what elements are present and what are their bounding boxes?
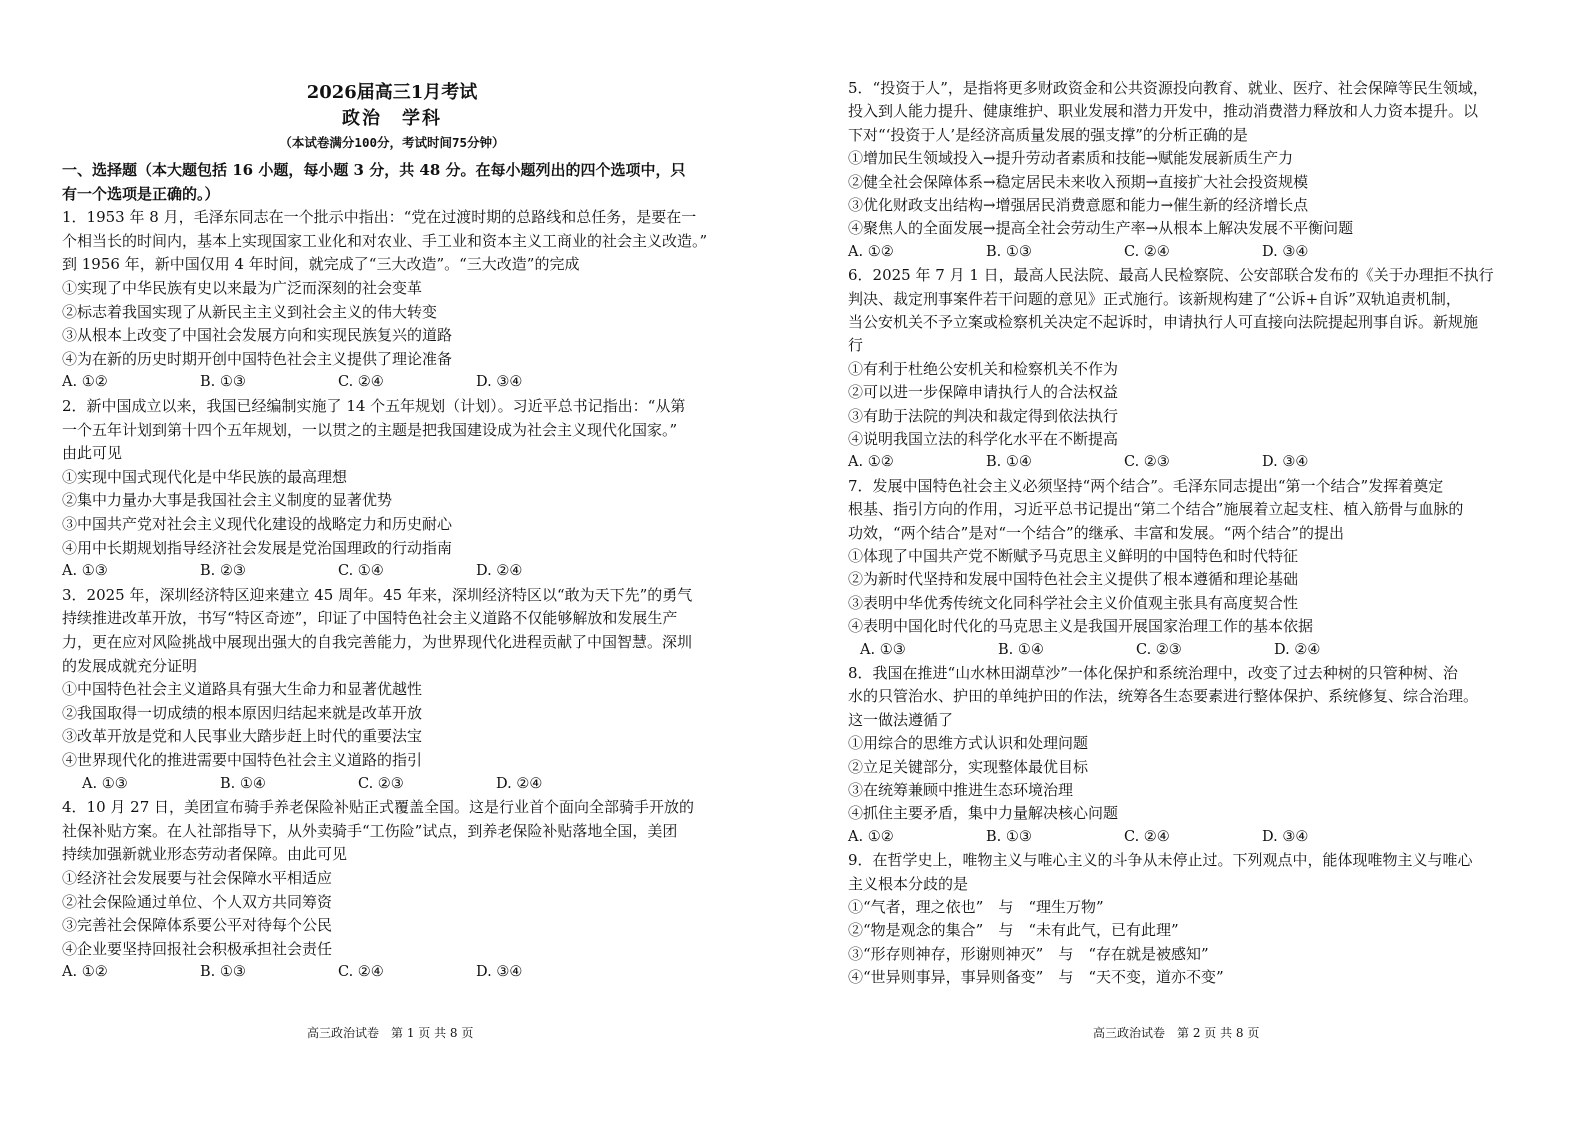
text-line: 个相当长的时间内，基本上实现国家工业化和对农业、手工业和资本主义工商业的社会主义改造。” xyxy=(62,231,708,250)
statement-item: ②可以进一步保障申请执行人的合法权益 xyxy=(848,383,1119,402)
question-stem: 6．2025 年 7 月 1 日，最高人民法院、最高人民检察院、公安部联合发布的《关于办理拒不执行 xyxy=(848,266,1494,285)
answer-option: A. ①② xyxy=(848,828,894,845)
statement-item: ①经济社会发展要与社会保障水平相适应 xyxy=(62,869,333,887)
statement-item: ①有利于杜绝公安机关和检察机关不作为 xyxy=(848,359,1119,378)
answer-option: B. ①③ xyxy=(986,828,1032,845)
statement-item: ②健全社会保障体系→稳定居民未来收入预期→直接扩大社会投资规模 xyxy=(848,172,1309,191)
answer-options xyxy=(860,640,1412,660)
statement-item: ②“物是观念的集合” 与 “未有此气，已有此理” xyxy=(848,921,1179,940)
answer-option: A. ①② xyxy=(848,243,894,260)
statement-item: ②集中力量办大事是我国社会主义制度的显著优势 xyxy=(62,491,393,510)
answer-option: D. ③④ xyxy=(1262,454,1309,471)
answer-option: C. ②④ xyxy=(1124,828,1170,845)
answer-option: D. ③④ xyxy=(476,964,523,981)
statement-item: ③中国共产党对社会主义现代化建设的战略定力和历史耐心 xyxy=(62,515,453,533)
question-stem: 8．我国在推进“山水林田湖草沙”一体化保护和系统治理中，改变了过去种树的只管种树、治 xyxy=(848,664,1458,682)
answer-options xyxy=(848,242,1400,262)
statement-item: ④为在新的历史时期开创中国特色社会主义提供了理论准备 xyxy=(62,349,453,368)
statement-item: ④企业要坚持回报社会积极承担社会责任 xyxy=(62,939,333,958)
answer-option: B. ①③ xyxy=(986,243,1032,260)
statement-item: ③改革开放是党和人民事业大踏步赶上时代的重要法宝 xyxy=(62,727,423,746)
answer-option: C. ①④ xyxy=(338,563,384,580)
statement-item: ③有助于法院的判决和裁定得到依法执行 xyxy=(848,406,1119,425)
statement-item: ①体现了中国共产党不断赋予马克思主义鲜明的中国特色和时代特征 xyxy=(848,547,1299,565)
statement-item: ②标志着我国实现了从新民主主义到社会主义的伟大转变 xyxy=(62,302,438,321)
text-line: 根基、指引方向的作用，习近平总书记提出“第二个结合”施展着立起支柱、植入筋骨与血脉的 xyxy=(848,500,1464,519)
answer-option: A. ①② xyxy=(62,374,108,391)
answer-option: A. ①③ xyxy=(82,775,128,792)
text-line: 持续加强新就业形态劳动者保障。由此可见 xyxy=(62,845,348,864)
answer-option: D. ③④ xyxy=(1262,828,1309,845)
text-line: 主义根本分歧的是 xyxy=(848,874,969,893)
question-stem: 7．发展中国特色社会主义必须坚持“两个结合”。毛泽东同志提出“第一个结合”发挥着奠定 xyxy=(848,476,1444,495)
statement-item: ②立足关键部分，实现整体最优目标 xyxy=(848,757,1089,776)
statement-item: ③在统筹兼顾中推进生态环境治理 xyxy=(848,781,1074,799)
answer-option: C. ②③ xyxy=(1124,454,1170,471)
exam-subject: 政治 学科 xyxy=(342,108,442,129)
text-line: 这一做法遵循了 xyxy=(848,710,954,729)
statement-item: ③优化财政支出结构→增强居民消费意愿和能力→催生新的经济增长点 xyxy=(848,196,1309,214)
text-line: 的发展成就充分证明 xyxy=(62,656,198,675)
text-line: 到 1956 年，新中国仅用 4 年时间，就完成了“三大改造”。“三大改造”的完成 xyxy=(62,255,580,274)
statement-item: ②为新时代坚持和发展中国特色社会主义提供了根本遵循和理论基础 xyxy=(848,570,1299,589)
answer-options xyxy=(62,372,614,392)
text-line: 力，更在应对风险挑战中展现出强大的自我完善能力，为世界现代化进程贡献了中国智慧。深圳 xyxy=(62,633,693,651)
answer-option: C. ②④ xyxy=(1124,243,1170,260)
statement-item: ④“世异则事异，事异则备变” 与 “天不变，道亦不变” xyxy=(848,968,1224,987)
text-line: 投入到人能力提升、健康维护、职业发展和潜力开发中，推动消费潜力释放和人力资本提升。以 xyxy=(848,102,1479,121)
answer-option: A. ①② xyxy=(62,964,108,981)
answer-option: D. ②④ xyxy=(1274,641,1321,658)
text-line: 行 xyxy=(848,336,864,355)
statement-item: ①增加民生领域投入→提升劳动者素质和技能→赋能发展新质生产力 xyxy=(848,149,1294,168)
text-line: 当公安机关不予立案或检察机关决定不起诉时，申请执行人可直接向法院提起刑事自诉。新规施 xyxy=(848,313,1479,331)
text-line: 水的只管治水、护田的单纯护田的作法，统筹各生态要素进行整体保护、系统修复、综合治理。 xyxy=(848,687,1479,706)
answer-option: B. ①④ xyxy=(220,775,266,792)
text-line: 下对“‘投资于人’是经济高质量发展的强支撑”的分析正确的是 xyxy=(848,125,1248,144)
answer-options xyxy=(848,827,1400,847)
answer-option: C. ②④ xyxy=(338,964,384,981)
statement-item: ③从根本上改变了中国社会发展方向和实现民族复兴的道路 xyxy=(62,326,453,345)
statement-item: ④说明我国立法的科学化水平在不断提高 xyxy=(848,430,1119,448)
text-line: 功效，“两个结合”是对“一个结合”的继承、丰富和发展。“两个结合”的提出 xyxy=(848,523,1345,542)
statement-item: ④世界现代化的推进需要中国特色社会主义道路的指引 xyxy=(62,751,423,769)
question-stem: 3．2025 年，深圳经济特区迎来建立 45 周年。45 年来，深圳经济特区以“敢为天下先”的勇气 xyxy=(62,585,693,604)
statement-item: ④聚焦人的全面发展→提高全社会劳动生产率→从根本上解决发展不平衡问题 xyxy=(848,219,1354,238)
answer-options xyxy=(62,561,614,581)
answer-option: A. ①③ xyxy=(62,563,108,580)
statement-item: ①“气者，理之依也” 与 “理生万物” xyxy=(848,898,1104,916)
question-stem: 9．在哲学史上，唯物主义与唯心主义的斗争从未停止过。下列观点中，能体现唯物主义与唯心 xyxy=(848,851,1473,870)
answer-option: B. ①④ xyxy=(998,641,1044,658)
answer-option: D. ②④ xyxy=(496,775,543,792)
exam-note: （本试卷满分100分，考试时间75分钟） xyxy=(279,135,505,150)
question-stem: 1．1953 年 8 月，毛泽东同志在一个批示中指出：“党在过渡时期的总路线和总任务，是要在一 xyxy=(62,208,697,227)
answer-option: A. ①③ xyxy=(860,641,906,658)
exam-title: 2026届高三1月考试 xyxy=(306,82,478,103)
answer-option: D. ③④ xyxy=(476,374,523,391)
statement-item: ②我国取得一切成绩的根本原因归结起来就是改革开放 xyxy=(62,703,423,722)
answer-options xyxy=(82,774,634,794)
statement-item: ④表明中国化时代化的马克思主义是我国开展国家治理工作的基本依据 xyxy=(848,617,1314,636)
text-line: 由此可见 xyxy=(62,444,123,463)
question-stem: 4．10 月 27 日，美团宣布骑手养老保险补贴正式覆盖全国。这是行业首个面向全部骑手开放的 xyxy=(62,798,695,817)
answer-option: B. ①③ xyxy=(200,374,246,391)
answer-option: B. ②③ xyxy=(200,563,246,580)
answer-options xyxy=(848,452,1400,472)
answer-options xyxy=(62,962,614,982)
statement-item: ④用中长期规划指导经济社会发展是党治国理政的行动指南 xyxy=(62,538,453,557)
statement-item: ②社会保险通过单位、个人双方共同筹资 xyxy=(62,892,333,911)
statement-item: ①用综合的思维方式认识和处理问题 xyxy=(848,734,1089,753)
question-stem: 5．“投资于人”，是指将更多财政资金和公共资源投向教育、就业、医疗、社会保障等民生领域， xyxy=(848,79,1488,97)
answer-option: C. ②③ xyxy=(358,775,404,792)
text-line: 持续推进改革开放，书写“特区奇迹”，印证了中国特色社会主义道路不仅能够解放和发展生产 xyxy=(62,609,678,628)
footer-page-2: 高三政治试卷 第 2 页 共 8 页 xyxy=(1093,1026,1260,1040)
answer-option: C. ②③ xyxy=(1136,641,1182,658)
answer-option: D. ②④ xyxy=(476,563,523,580)
answer-option: D. ③④ xyxy=(1262,243,1309,260)
answer-option: B. ①③ xyxy=(200,964,246,981)
statement-item: ③“形存则神存，形谢则神灭” 与 “存在就是被感知” xyxy=(848,944,1209,963)
answer-option: C. ②④ xyxy=(338,374,384,391)
text-line: 一、选择题（本大题包括 16 小题，每小题 3 分，共 48 分。在每小题列出的四个选项中，只 xyxy=(62,161,686,179)
statement-item: ③完善社会保障体系要公平对待每个公民 xyxy=(62,916,333,935)
answer-option: B. ①④ xyxy=(986,454,1032,471)
answer-option: A. ①② xyxy=(848,454,894,471)
statement-item: ①中国特色社会主义道路具有强大生命力和显著优越性 xyxy=(62,680,423,699)
statement-item: ①实现中国式现代化是中华民族的最高理想 xyxy=(62,467,348,486)
text-line: 一个五年计划到第十四个五年规划，一以贯之的主题是把我国建设成为社会主义现代化国家。” xyxy=(62,420,678,439)
footer-page-1: 高三政治试卷 第 1 页 共 8 页 xyxy=(307,1026,474,1040)
statement-item: ①实现了中华民族有史以来最为广泛而深刻的社会变革 xyxy=(62,279,423,297)
statement-item: ④抓住主要矛盾，集中力量解决核心问题 xyxy=(848,804,1119,823)
text-line: 判决、裁定刑事案件若干问题的意见》正式施行。该新规构建了“公诉+自诉”双轨追责机制， xyxy=(848,289,1461,308)
question-stem: 2．新中国成立以来，我国已经编制实施了 14 个五年规划（计划）。习近平总书记指出：“从第 xyxy=(62,397,686,415)
statement-item: ③表明中华优秀传统文化同科学社会主义价值观主张具有高度契合性 xyxy=(848,593,1299,612)
text-line: 社保补贴方案。在人社部指导下，从外卖骑手“工伤险”试点，到养老保险补贴落地全国，美团 xyxy=(62,821,678,840)
text-line: 有一个选项是正确的。） xyxy=(62,184,220,203)
